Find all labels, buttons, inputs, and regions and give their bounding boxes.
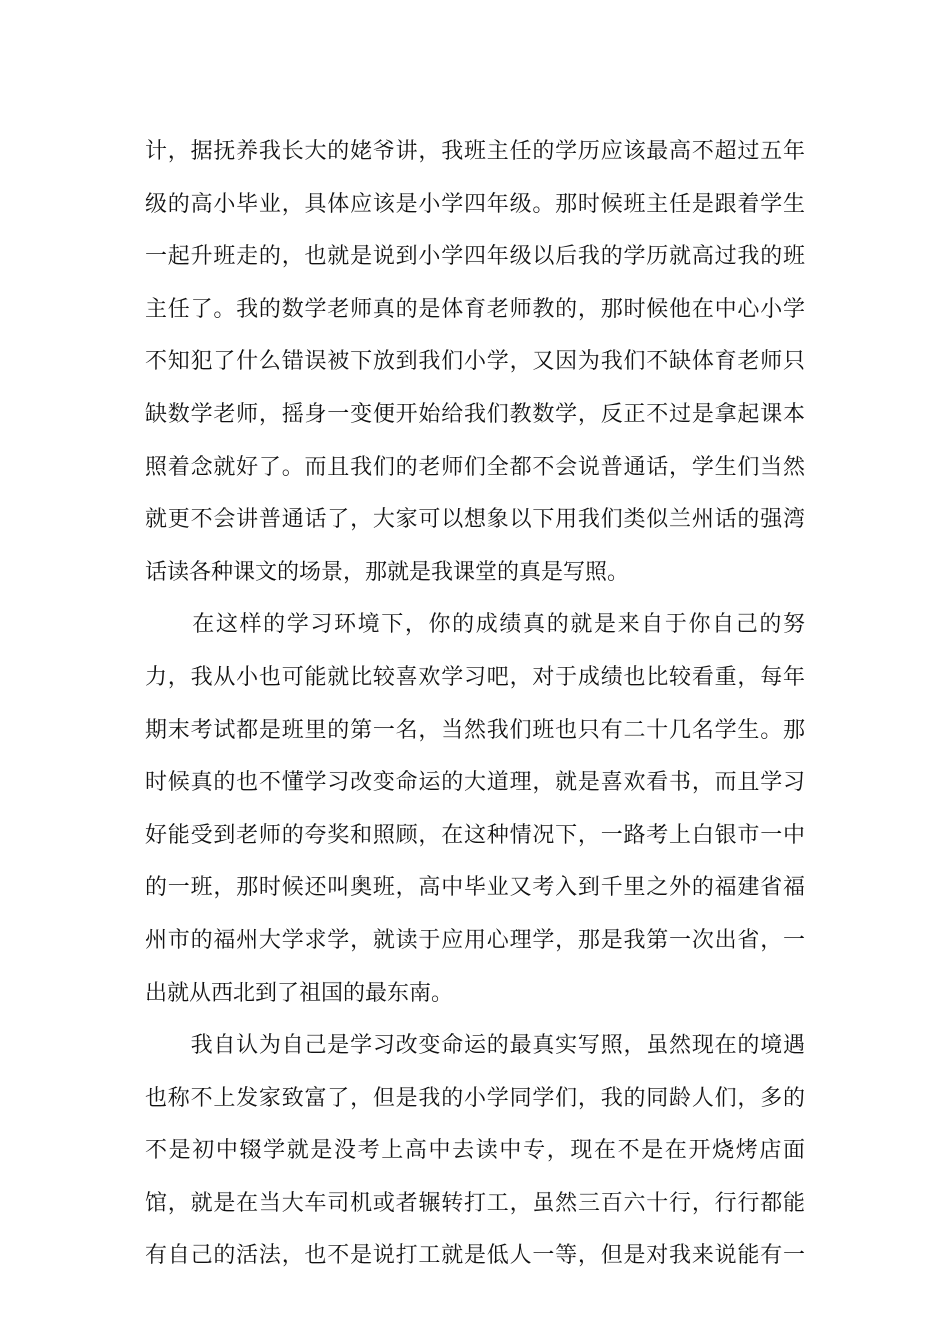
text-line: 出就从西北到了祖国的最东南。 bbox=[145, 980, 454, 1006]
text-line: 照着念就好了。而且我们的老师们全都不会说普通话，学生们当然 bbox=[145, 454, 805, 480]
text-line: 州市的福州大学求学，就读于应用心理学，那是我第一次出省，一 bbox=[145, 927, 805, 953]
text-line: 一起升班走的，也就是说到小学四年级以后我的学历就高过我的班 bbox=[145, 244, 805, 270]
text-line: 就更不会讲普通话了，大家可以想象以下用我们类似兰州话的强湾 bbox=[145, 507, 805, 533]
body-text bbox=[145, 128, 805, 1285]
text-line: 有自己的活法，也不是说打工就是低人一等，但是对我来说能有一 bbox=[145, 1243, 805, 1269]
paragraph-3 bbox=[145, 1022, 805, 1285]
text-line: 我自认为自己是学习改变命运的最真实写照，虽然现在的境遇 bbox=[145, 1033, 805, 1059]
text-line: 缺数学老师，摇身一变便开始给我们教数学，反正不过是拿起课本 bbox=[145, 401, 805, 427]
text-line: 期末考试都是班里的第一名，当然我们班也只有二十几名学生。那 bbox=[145, 717, 805, 743]
text-line: 时候真的也不懂学习改变命运的大道理，就是喜欢看书，而且学习 bbox=[145, 770, 805, 796]
text-line: 主任了。我的数学老师真的是体育老师教的，那时候他在中心小学 bbox=[145, 296, 805, 322]
text-line: 的一班，那时候还叫奥班，高中毕业又考入到千里之外的福建省福 bbox=[145, 875, 805, 901]
text-line: 也称不上发家致富了，但是我的小学同学们，我的同龄人们，多的 bbox=[145, 1085, 805, 1111]
text-line: 不知犯了什么错误被下放到我们小学，又因为我们不缺体育老师只 bbox=[145, 349, 805, 375]
text-line: 话读各种课文的场景，那就是我课堂的真是写照。 bbox=[145, 559, 630, 585]
text-line: 计，据抚养我长大的姥爷讲，我班主任的学历应该最高不超过五年 bbox=[145, 139, 805, 164]
text-line: 好能受到老师的夸奖和照顾，在这种情况下，一路考上白银市一中 bbox=[145, 822, 805, 848]
text-line: 级的高小毕业，具体应该是小学四年级。那时候班主任是跟着学生 bbox=[145, 191, 805, 217]
text-line: 力，我从小也可能就比较喜欢学习吧，对于成绩也比较看重，每年 bbox=[145, 664, 805, 690]
text-line: 不是初中辍学就是没考上高中去读中专，现在不是在开烧烤店面 bbox=[145, 1138, 805, 1164]
paragraph-2 bbox=[145, 601, 805, 1022]
text-line: 馆，就是在当大车司机或者辗转打工，虽然三百六十行，行行都能 bbox=[145, 1190, 805, 1216]
paragraph-1 bbox=[145, 128, 805, 601]
text-line: 在这样的学习环境下，你的成绩真的就是来自于你自己的努 bbox=[145, 612, 805, 638]
